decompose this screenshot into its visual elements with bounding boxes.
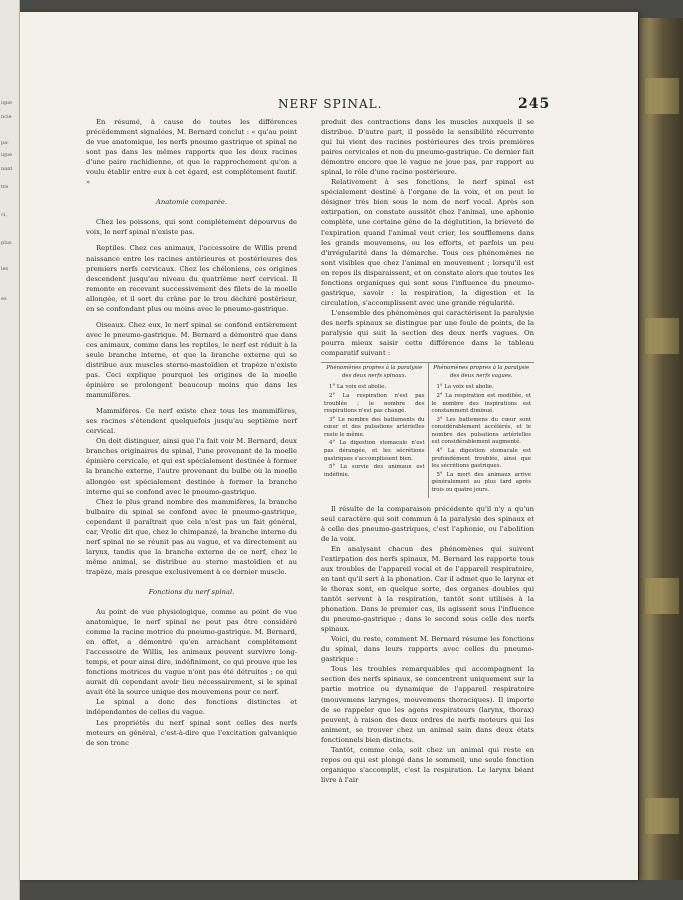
paragraph: produit des contractions dans les muscles auxquels il se distribue. D'autre part, il possède la sensibilité récurrente qui lui vient des racines postérieures des trois premières paires cervicales et non du pneumo-gastrique. Ce dernier fait démontre encore que le vague ne joue pas, par rapport au spinal, le rôle d'une racine postérieure. [321,118,534,177]
paragraph: L'ensemble des phénomènes qui caractérisent la paralysie des nerfs spinaux se distingue par une foule de points, de la paralysie qui suit la section des deux nerfs vagues. On pourra mieux saisir cette différence dans le tableau comparatif suivant : [321,308,534,358]
table-column-spinaux [321,363,428,498]
book-page [20,12,638,880]
paragraph: Oiseaux. Chez eux, le nerf spinal se confond entièrement avec le pneumo-gastrique. M. Bernard a démontré que dans ces animaux, comme dans les reptiles, le nerf est réduit à la seule branche interne, et que la branche externe qui se distribue aux muscles sterno-mastoïdien et trapèze n'existe pas. Ceci explique pourquoi les origines de la moelle épinière se prolongent beaucoup moins que dans les mammifères. [86,320,297,400]
paragraph: Mammifères. Ce nerf existe chez tous les mammifères, ses racines s'étendent quelquefois jusqu'au septième nerf cervical. [86,407,297,436]
paragraph: Les propriétés du nerf spinal sont celles des nerfs moteurs en général, c'est-à-dire que l'excitation galvanique de son tronc [86,718,297,747]
paragraph: En analysant chacun des phénomènes qui suivent l'extirpation des nerfs spinaux, M. Bernard les rapporte tous aux troubles de l'appareil vocal et de l'appareil respiratoire, en tant qu'il sert à la phonation. Car il admet que le larynx et le thorax sont, en quelque sorte, des organes doubles qui tantôt servent à la respiration, tantôt sont utilisés à la phonation. Dans le premier cas, ils agissent sous l'influence du pneumo-gastrique ; dans le second sous celle des nerfs spinaux. [321,544,534,634]
table-row: 3° Le nombre des battements du cœur et des pulsations artérielles reste le même. [324,416,425,438]
table-row: 2° La respiration est modifiée, et le nombre des inspirations est constamment diminué. [431,392,531,415]
table-column-vagues [428,363,535,498]
page-number: 245 [518,96,551,112]
table-row: 1° La voix est abolie. [436,384,494,391]
book-spine [637,18,683,880]
paragraph: Le spinal a donc des fonctions distinctes et indépendantes de celles du vague. [86,698,297,717]
paragraph: Tous les troubles remarquables qui accompagnent la section des nerfs spinaux, se concentrent uniquement sur la partie motrice ou dynamique de l'appareil respiratoire (mouvemens larynges, mouvemens thoraciques). Il importe de se rappeler que les agens respirateurs (larynx, thorax) peuvent, à raison des deux ordres de nerfs moteurs qui les animent, se trouver chez un animal sain dans deux états fonctionnels bien distincts. [321,665,534,744]
table-row: 4° La digestion stomacale est profondément troublée, ainsi que les sécrétions gastriques. [431,448,531,470]
table-row: 5° La survie des animaux est indéfinie. [324,464,425,478]
previous-page-edge: ique ncie pa- ique nant tre ci, plus les es [0,0,20,900]
paragraph: Chez les poissons, qui sont complétement dépourvus de voix, le nerf spinal n'existe pas. [86,218,297,237]
paragraph: Chez le plus grand nombre des mammifères, la branche bulbaire du spinal se confond avec le pneumo-gastrique, cependant il paraîtrait que cela n'est pas un fait général, car, Vrolic dit que, chez le chimpanzé, la branche interne du nerf spinal ne se réunit pas au vague, et va directement au larynx, tandis que la branche externe de ce nerf, chez le même animal, se distribue au sterno mastoïdien et au trapèze, mais presque exclusivement à ce dernier muscle. [86,497,297,576]
paragraph: On doit distinguer, ainsi que l'a fait voir M. Bernard, deux branches originaires du spinal, l'une provenant de la moelle épinière cervicale, et qui est spécialement destinée à former la branche externe, l'autre provenant du bulbe où la moelle allongée est spécialement destinée à former la branche interne qui se confond avec le pneumo-gastrique. [86,437,297,496]
paragraph: Reptiles. Chez ces animaux, l'accessoire de Willis prend naissance entre les racines antérieures et postérieures des premiers nerfs cervicaux. Chez les chéloniens, ces origines descendent jusqu'au niveau du quatrième nerf cervical. Il remonte en recevant successivement des filets de la moelle allongée, et il sort du crâne par le trou déchiré postérieur, en se confondant plus ou moins avec le pneumo-gastrique. [86,244,297,313]
table-row: 3° Les battemens du cœur sont considérablement accélérés, et le nombre des pulsations artérielles est considérablement augmenté. [431,416,531,446]
table-row: 2° La respiration n'est pas troublée ; le nombre des respirations n'est pas changé. [324,392,425,415]
paragraph: Voici, du reste, comment M. Bernard résume les fonctions du spinal, dans leurs rapports avec celles du pneumo-gastrique : [321,635,534,664]
table-header: Phénomènes propres à la paralysie des deux nerfs spinaux. [326,365,423,379]
paragraph: Il résulte de la comparaison précédente qu'il n'y a qu'un seul caractère qui soit commun à la paralysie des spinaux et à celle des pneumo-gastriques, c'est l'aphonie, ou l'abolition de la voix. [321,504,534,543]
running-header [20,97,638,119]
right-column [321,117,534,785]
table-row: 5° La mort des animaux arrive généralement au plus tard après trois ou quatre jours. [431,471,531,494]
left-column [86,117,297,748]
paragraph: Relativement à ses fonctions, le nerf spinal est spécialement destiné à l'organe de la voix, et on peut le désigner très bien sous le nom de nerf vocal. Après son extirpation, on constate aussitôt chez l'animal, une aphonie complète, une certaine gêne de la déglutition, la brièveté de l'expiration quand l'animal veut crier, les soufflemens dans les grands mouvemens, ou les efforts, et parfois un peu d'irrégularité dans la démarche. Tous ces phénomènes ne sont visibles que chez l'animal en mouvement ; lorsqu'il est en repos ils disparaissent, et on constate alors que toutes les fonctions organiques qui sont sous l'influence du pneumo-gastrique, savoir : la respiration, la digestion et la circulation, s'accomplissent avec une grande régularité. [321,178,534,307]
section-heading: Fonctions du nerf spinal. [148,587,235,596]
table-row: 1° La voix est abolie. [329,384,387,391]
running-title: NERF SPINAL. [278,97,383,111]
paragraph: En résumé, à cause de toutes les différences précédemment signalées, M. Bernard conclut : « qu'au point de vue anatomique, les nerfs pneumo gastrique et spinal ne sont pas dans les mêmes rapports que les deux racines d'une paire rachidienne, et que le rapprochement qu'on a voulu établir entre eux à cet égard, est complétement fautif. » [86,118,297,187]
comparison-table [321,362,534,498]
paragraph: Au point de vue physiologique, comme au point de vue anatomique, le nerf spinal ne peut pas être considéré comme la racine motrice du pneumo-gastrique. M. Bernard, en effet, a démontré qu'en arrachant complétement l'accessoire de Willis, les animaux peuvent survivre long-temps, et pour ainsi dire, indéfiniment, ce qui prouve que les fonctions motrices du vague n'ont pas été détruites ; ce qui aurait dû cependant avoir lieu nécessairement, si le spinal avait été la source unique des mouvemens pour ce nerf. [86,608,297,697]
table-row: 4° La digestion stomacale n'est pas dérangée, et les sécrétions gastriques s'accomplissent bien. [324,440,425,462]
table-header: Phénomènes propres à la paralysie des deux nerfs vagues. [433,365,530,379]
section-heading: Anatomie comparée. [155,198,228,207]
paragraph: Tantôt, comme cela, soit chez un animal qui reste en repos ou qui est plongé dans le sommeil, une seule fonction organique s'accomplit, c'est la respiration. Le larynx béant livre à l'air [321,745,534,784]
